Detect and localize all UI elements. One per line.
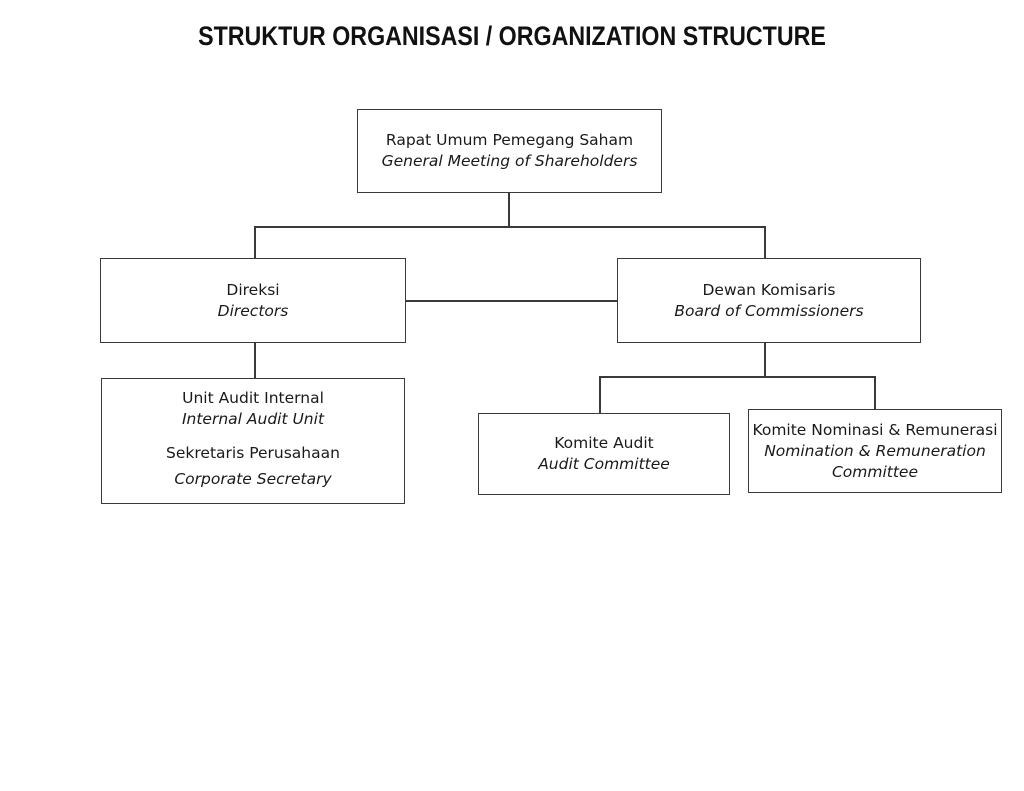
node-nomination-remuneration-committee <box>748 409 1002 493</box>
connector-direksi-drop <box>254 226 256 259</box>
connector-komite-audit-drop <box>599 376 601 414</box>
connector-rups-drop <box>508 192 510 227</box>
node-label-id: Unit Audit Internal <box>182 389 324 407</box>
node-board-of-commissioners <box>617 258 921 343</box>
node-directors <box>100 258 406 343</box>
page-title: STRUKTUR ORGANISASI / ORGANIZATION STRUCTURE <box>198 21 826 51</box>
node-label-id: Dewan Komisaris <box>702 280 836 299</box>
connector-dewan-drop-top <box>764 226 766 259</box>
connector-committee-rail <box>599 376 876 378</box>
node-audit-committee <box>478 413 730 495</box>
connector-direksi-unitaudit <box>254 342 256 379</box>
node-label-en-2: Committee <box>831 462 919 481</box>
node-label-en: Audit Committee <box>538 455 670 473</box>
node-label-id: Direksi <box>226 280 280 299</box>
node-label-en: Board of Commissioners <box>674 301 864 320</box>
node-label-en: Internal Audit Unit <box>181 410 325 428</box>
node-label-id-2: Sekretaris Perusahaan <box>166 444 340 462</box>
node-label-en: General Meeting of Shareholders <box>381 152 638 170</box>
node-label-en: Nomination & Remuneration <box>764 441 986 460</box>
node-general-meeting-of-shareholders <box>357 109 662 193</box>
connector-komite-nominasi-drop <box>874 376 876 410</box>
node-label-id: Rapat Umum Pemegang Saham <box>385 131 634 149</box>
connector-direksi-dewan <box>405 300 618 302</box>
connector-level2-rail <box>254 226 766 228</box>
node-label-en: Directors <box>217 301 289 320</box>
connector-dewan-drop-bottom <box>764 342 766 377</box>
node-label-en-2: Corporate Secretary <box>174 470 332 488</box>
node-label-id: Komite Audit <box>554 434 654 452</box>
node-internal-audit-corporate-secretary <box>101 378 405 504</box>
node-label-id: Komite Nominasi & Remunerasi <box>752 420 998 439</box>
